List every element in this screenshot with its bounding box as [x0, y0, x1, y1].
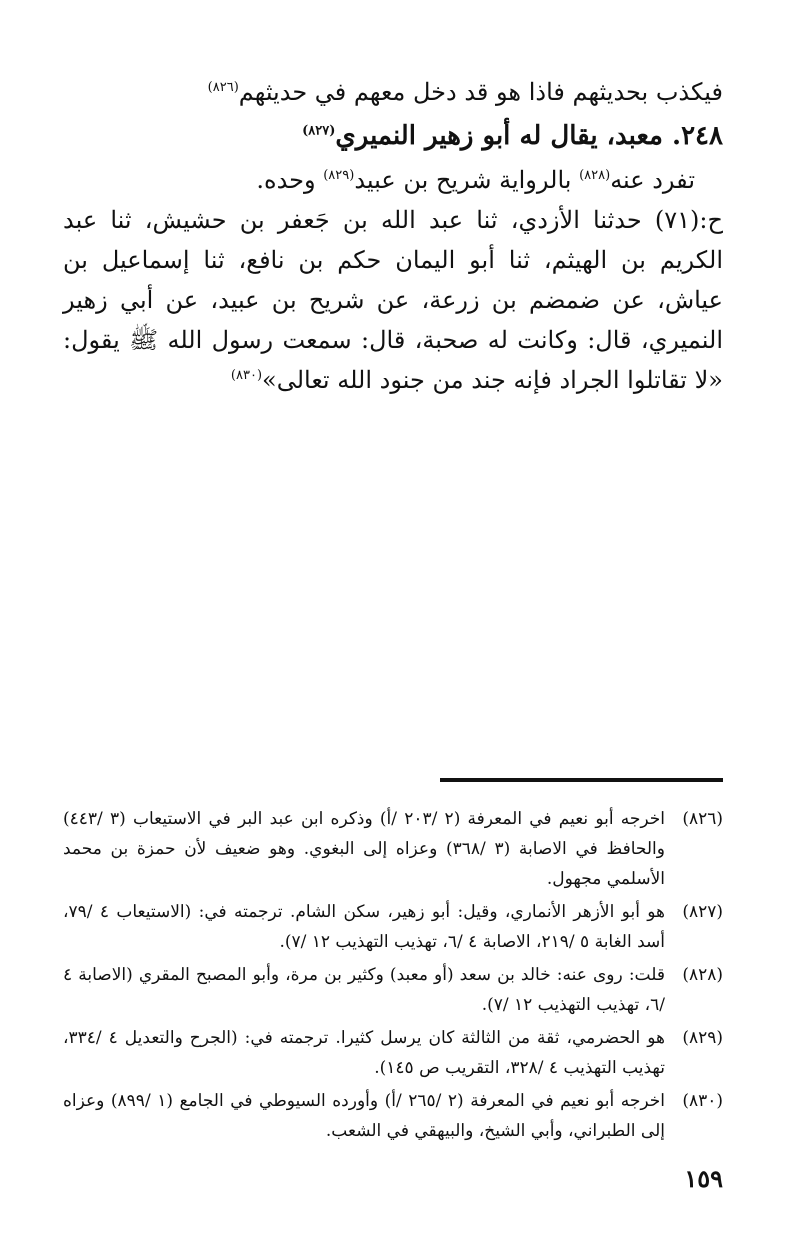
footnote-ref-826[interactable]: (٨٢٦)	[207, 80, 239, 95]
footnote-ref-829[interactable]: (٨٢٩)	[323, 168, 355, 183]
hadith-text: ح:(٧١) حدثنا الأزدي، ثنا عبد الله بن جَعفر بن حشيش، ثنا عبد الكريم بن الهيثم، ثنا أبو اليمان حكم بن نافع، ثنا إسماعيل بن عياش، عن ضمضم بن زرعة، عن شريح بن عبيد، عن أبي زهير النميري، قال: وكانت له صحبة، قال: سمعت رسول الله ﷺ يقول: «لا تقاتلوا الجراد فإنه جند من جنود الله تعالى»	[63, 206, 724, 394]
footnote-826	[63, 804, 723, 894]
narration-line	[63, 160, 723, 200]
footnotes-section	[63, 804, 723, 1149]
continued-line-text: فيكذب بحديثهم فاذا هو قد دخل معهم في حديثهم	[238, 78, 723, 106]
footnote-ref-830[interactable]: (٨٣٠)	[230, 368, 263, 383]
entry-heading-text: ٢٤٨. معبد، يقال له أبو زهير النميري	[335, 121, 723, 151]
footnote-number: (٨٢٧)	[682, 902, 723, 922]
narration-text-a: تفرد عنه	[610, 166, 695, 194]
footnote-text: قلت: روى عنه: خالد بن سعد (أو معبد) وكثير بن مرة، وأبو المصبح المقري (الاصابة ٤ /٦، تهذيب التهذيب ١٢ /٧).	[63, 965, 665, 1015]
continued-line	[63, 72, 723, 112]
narration-text-b: بالرواية شريح بن عبيد	[354, 166, 580, 194]
footnote-830	[63, 1086, 723, 1146]
footnote-text: اخرجه أبو نعيم في المعرفة (٢ /٢٠٣ /أ) وذكره ابن عبد البر في الاستيعاب (٣ /٤٤٣) والحافظ في الاصابة (٣ /٣٦٨) وعزاه إلى البغوي. وهو ضعيف لأن حمزة بن محمد الأسلمي مجهول.	[63, 809, 666, 889]
footnote-number: (٨٢٩)	[682, 1028, 723, 1048]
footnote-text: هو أبو الأزهر الأنماري، وقيل: أبو زهير، سكن الشام. ترجمته في: (الاستيعاب ٤ /٧٩، أسد الغابة ٥ /٢١٩، الاصابة ٤ /٦، تهذيب التهذيب ١٢ /٧).	[63, 902, 666, 952]
footnote-number: (٨٢٨)	[682, 965, 723, 985]
footnote-ref-828[interactable]: (٨٢٨)	[579, 168, 611, 183]
footnote-number: (٨٢٦)	[682, 809, 723, 829]
footnote-text: هو الحضرمي، ثقة من الثالثة كان يرسل كثيرا. ترجمته في: (الجرح والتعديل ٤ /٣٣٤، تهذيب التهذيب ٤ /٣٢٨، التقريب ص ١٤٥).	[63, 1028, 665, 1078]
narration-text-c: وحده.	[256, 166, 324, 194]
footnote-828	[63, 960, 723, 1020]
footnote-text: اخرجه أبو نعيم في المعرفة (٢ /٢٦٥ /أ) وأورده السيوطي في الجامع (١ /٨٩٩) وعزاه إلى الطبراني، وأبي الشيخ، والبيهقي في الشعب.	[63, 1091, 666, 1141]
footnote-829	[63, 1023, 723, 1083]
page-number: ١٥٩	[684, 1164, 723, 1193]
footnote-divider	[440, 778, 723, 782]
entry-heading	[63, 112, 723, 160]
main-text	[63, 72, 723, 400]
footnote-ref-827[interactable]: (٨٢٧)	[302, 123, 336, 139]
footnote-number: (٨٣٠)	[682, 1091, 723, 1111]
hadith-paragraph	[63, 200, 723, 400]
footnote-827	[63, 897, 723, 957]
